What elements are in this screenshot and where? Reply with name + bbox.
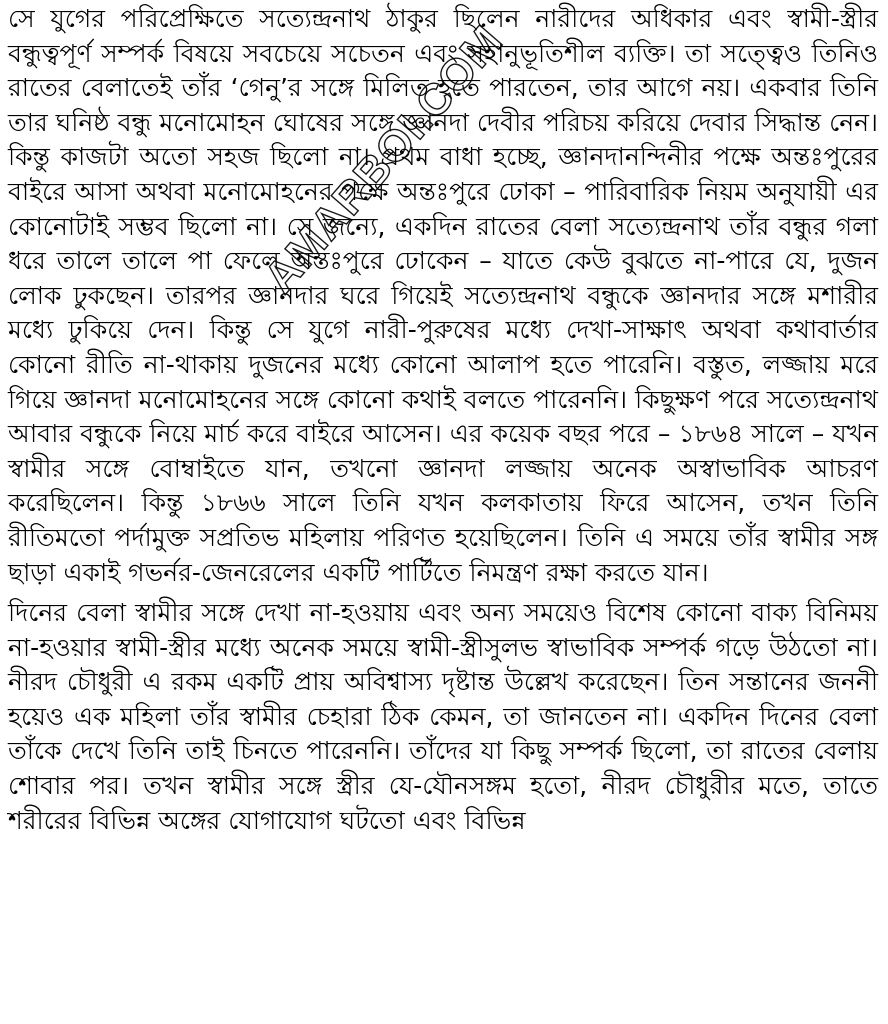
body-paragraph-2: দিনের বেলা স্বামীর সঙ্গে দেখা না-হওয়ায় এবং অন্য সময়েও বিশেষ কোনো বাক্য বিনিময় না-হওয়ার স্বামী-স্ত্রীর মধ্যে অনেক সময়ে স্বামী-স্ত্রীসুলভ স্বাভাবিক সম্পর্ক গড়ে উঠতো না। নীরদ চৌধুরী এ রকম একটি প্রায় অবিশ্বাস্য দৃষ্টান্ত উল্লেখ করেছেন। তিন সন্তানের জননী হয়েও এক মহিলা তাঁর স্বামীর চেহারা ঠিক কেমন, তা জানতেন না। একদিন দিনের বেলা তাঁকে দেখে তিনি তাই চিনতে পারেননি। তাঁদের যা কিছু সম্পর্ক ছিলো, তা রাতের বেলায় শোবার পর। তখন স্বামীর সঙ্গে স্ত্রীর যে-যৌনসঙ্গম হতো, নীরদ চৌধুরীর মতে, তাতে শরীরের বিভিন্ন অঙ্গের যোগাযোগ ঘটতো এবং বিভিন্ন	[8, 598, 878, 835]
watermark: AMARBOI.COM	[255, 16, 513, 303]
body-paragraph-1: সে যুগের পরিপ্রেক্ষিতে সত্যেন্দ্রনাথ ঠাকুর ছিলেন নারীদের অধিকার এবং স্বামী-স্ত্রীর বন্ধুত্বপূর্ণ সম্পর্ক বিষয়ে সবচেয়ে সচেতন এবং সহানুভূতিশীল ব্যক্তি। তা সত্ত্বেও তিনিও রাতের বেলাতেই তাঁর ‘গেনু’র সঙ্গে মিলিত হতে পারতেন, তার আগে নয়। একবার তিনি তার ঘনিষ্ঠ বন্ধু মনোমোহন ঘোষের সঙ্গে জ্ঞানদা দেবীর পরিচয় করিয়ে দেবার সিদ্ধান্ত নেন। কিন্তু কাজটা অতো সহজ ছিলো না। প্রথম বাধা হচ্ছে, জ্ঞানদানন্দিনীর পক্ষে অন্তঃপুরের বাইরে আসা অথবা মনোমোহনের পক্ষে অন্তঃপুরে ঢোকা – পারিবারিক নিয়ম অনুযায়ী এর কোনোটাই সম্ভব ছিলো না। সে জন্যে, একদিন রাতের বেলা সত্যেন্দ্রনাথ তাঁর বন্ধুর গলা ধরে তালে তালে পা ফেলে অন্তঃপুরে ঢোকেন – যাতে কেউ বুঝতে না-পারে যে, দুজন লোক ঢুকছেন। তারপর জ্ঞানদার ঘরে গিয়েই সত্যেন্দ্রনাথ বন্ধুকে জ্ঞানদার সঙ্গে মশারীর মধ্যে ঢুকিয়ে দেন। কিন্তু সে যুগে নারী-পুরুষের মধ্যে দেখা-সাক্ষাৎ অথবা কথাবার্তার কোনো রীতি না-থাকায় দুজনের মধ্যে কোনো আলাপ হতে পারেনি। বস্তুত, লজ্জায় মরে গিয়ে জ্ঞানদা মনোমোহনের সঙ্গে কোনো কথাই বলতে পারেননি। কিছুক্ষণ পরে সত্যেন্দ্রনাথ আবার বন্ধুকে নিয়ে মার্চ করে বাইরে আসেন। এর কয়েক বছর পরে – ১৮৬৪ সালে – যখন স্বামীর সঙ্গে বোম্বাইতে যান, তখনো জ্ঞানদা লজ্জায় অনেক অস্বাভাবিক আচরণ করেছিলেন। কিন্তু ১৮৬৬ সালে তিনি যখন কলকাতায় ফিরে আসেন, তখন তিনি রীতিমতো পর্দামুক্ত সপ্রতিভ মহিলায় পরিণত হয়েছিলেন। তিনি এ সময়ে তাঁর স্বামীর সঙ্গ ছাড়া একাই গভর্নর-জেনরেলের একটি পার্টিতে নিমন্ত্রণ রক্ষা করতে যান।	[8, 4, 878, 587]
